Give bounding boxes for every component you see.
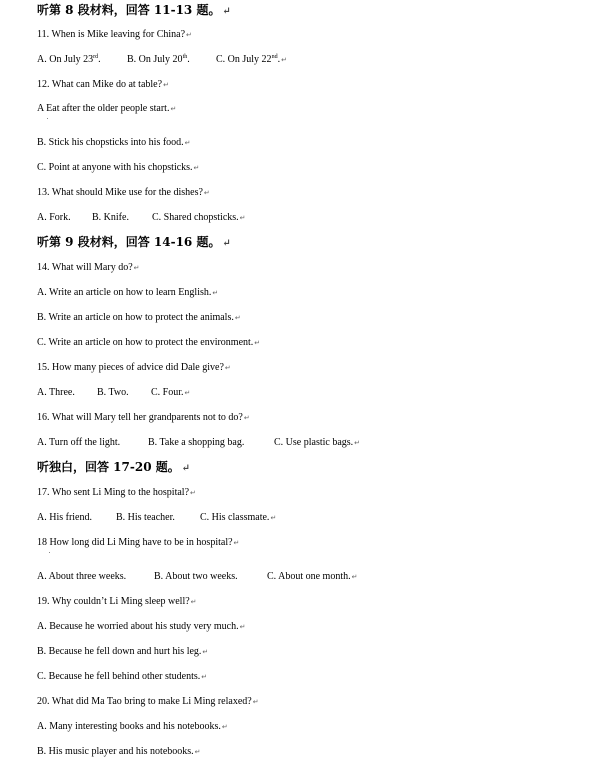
question-text: 16. What will Mary tell her grandparents not to do? [37,412,243,423]
option-a: A. Fork. [37,212,71,223]
option-text: A. Write an article on how to learn English. [37,287,212,298]
option-text: A. Because he worried about his study very much. [37,621,239,632]
option-a: A. Turn off the light. [37,437,121,448]
paragraph-mark-icon: ↵ [181,463,191,474]
paragraph-mark-icon: ↵ [224,364,231,372]
question-text: 15. How many pieces of advice did Dale give? [37,362,224,373]
question-text: 18 How long did Li Ming have to be in hospital? [37,537,233,548]
option-c-text: C. Shared chopsticks. [152,212,239,223]
option-text: B. Write an article on how to protect the animals. [37,312,234,323]
paragraph-mark-icon: ↵ [233,539,240,547]
option-c [200,512,276,524]
option-a-period: . [98,54,101,65]
question-18 [37,537,239,549]
section-heading-monologue [37,460,190,476]
option-c-text: C. Use plastic bags. [274,437,354,448]
stray-mark [49,552,50,553]
question-text: 11. When is Mike leaving for China? [37,29,186,40]
paragraph-mark-icon: ↵ [222,238,231,249]
question-text: 17. Who sent Li Ming to the hospital? [37,487,190,498]
paragraph-mark-icon: ↵ [194,748,201,756]
option-a: A. Three. [37,387,75,398]
paragraph-mark-icon: ↵ [234,314,241,322]
ordinal-suffix: th [182,54,188,60]
option-a [37,54,127,66]
paragraph-mark-icon: ↵ [212,289,219,297]
question-19 [37,596,197,608]
paragraph-mark-icon: ↵ [222,6,231,17]
paragraph-mark-icon: ↵ [203,189,210,197]
option-c [216,54,287,66]
question-20 [37,696,259,708]
option-12-c [37,162,199,174]
option-c-period: . [277,54,281,65]
ordinal-suffix: nd [271,54,278,60]
option-14-a [37,287,218,299]
option-20-a [37,721,228,733]
option-text: B. Stick his chopsticks into his food. [37,137,184,148]
paragraph-mark-icon: ↵ [186,31,192,39]
paragraph-mark-icon: ↵ [163,81,169,89]
options-15 [37,387,190,399]
option-text: B. His music player and his notebooks. [37,746,194,757]
option-b: B. Knife. [92,212,129,223]
ordinal-suffix: rd [93,54,99,60]
paragraph-mark-icon: ↵ [270,514,277,522]
paragraph-mark-icon: ↵ [239,214,246,222]
option-19-b [37,646,208,658]
question-14 [37,262,140,274]
paragraph-mark-icon: ↵ [252,698,259,706]
section-heading-9 [37,235,231,251]
paragraph-mark-icon: ↵ [201,673,208,681]
option-text: A Eat after the older people start. [37,103,170,114]
option-14-b [37,312,241,324]
option-text: A. Many interesting books and his notebooks. [37,721,221,732]
option-c-text: C. His classmate. [200,512,270,523]
option-b: B. Two. [97,387,129,398]
option-text: B. Because he fell down and hurt his leg. [37,646,202,657]
section-heading-text: 听第 9 段材料，回答 14-16 题。 [37,235,221,249]
options-17 [37,512,276,524]
paragraph-mark-icon: ↵ [170,105,177,113]
question-text: 14. What will Mary do? [37,262,133,273]
question-11 [37,29,192,41]
option-text: C. Point at anyone with his chopsticks. [37,162,193,173]
question-13 [37,187,210,199]
section-heading-8 [37,3,231,19]
section-heading-text: 听独白，回答 17-20 题。 [37,460,180,474]
paragraph-mark-icon: ↵ [190,489,196,497]
question-15 [37,362,231,374]
question-text: 12. What can Mike do at table? [37,79,163,90]
paragraph-mark-icon: ↵ [354,439,361,447]
paragraph-mark-icon: ↵ [184,139,191,147]
options-16 [37,437,360,449]
option-c [274,437,360,449]
paragraph-mark-icon: ↵ [221,723,228,731]
option-a: A. His friend. [37,512,92,523]
option-c [151,387,190,399]
option-b-period: . [187,54,190,65]
option-b-text: B. On July 20 [127,54,183,65]
question-text: 13. What should Mike use for the dishes? [37,187,203,198]
option-14-c [37,337,260,349]
paragraph-mark-icon: ↵ [281,56,287,64]
paragraph-mark-icon: ↵ [202,648,209,656]
option-b: B. About two weeks. [154,571,238,582]
question-text: 20. What did Ma Tao bring to make Li Ming relaxed? [37,696,252,707]
option-a: A. About three weeks. [37,571,127,582]
paragraph-mark-icon: ↵ [190,598,197,606]
option-b: B. His teacher. [116,512,175,523]
paragraph-mark-icon: ↵ [243,414,250,422]
options-18 [37,571,358,583]
options-13 [37,212,246,224]
options-11 [37,54,287,66]
question-17 [37,487,196,499]
paragraph-mark-icon: ↵ [351,573,358,581]
option-19-a [37,621,246,633]
section-heading-text: 听第 8 段材料，回答 11-13 题。 [37,3,221,17]
option-c-text: C. About one month. [267,571,351,582]
question-12 [37,79,169,91]
paragraph-mark-icon: ↵ [184,389,191,397]
paragraph-mark-icon: ↵ [193,164,200,172]
option-20-b [37,746,201,758]
option-12-a [37,103,176,115]
option-a-text: A. On July 23 [37,54,94,65]
option-c-text: C. On July 22 [216,54,272,65]
option-12-b [37,137,191,149]
question-16 [37,412,250,424]
stray-mark [47,118,48,119]
option-c [267,571,358,583]
option-text: C. Because he fell behind other students. [37,671,201,682]
option-19-c [37,671,207,683]
option-b: B. Take a shopping bag. [148,437,245,448]
paragraph-mark-icon: ↵ [239,623,246,631]
option-text: C. Write an article on how to protect the environment. [37,337,254,348]
paragraph-mark-icon: ↵ [254,339,261,347]
option-c-text: C. Four. [151,387,184,398]
question-text: 19. Why couldn’t Li Ming sleep well? [37,596,190,607]
option-c [152,212,246,224]
option-b [127,54,216,66]
paragraph-mark-icon: ↵ [133,264,140,272]
